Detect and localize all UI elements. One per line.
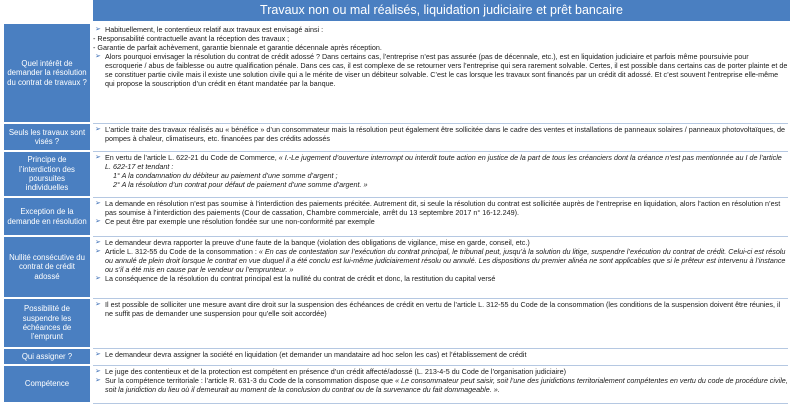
line-text: Ce peut être par exemple une résolution fondée sur une non-conformité par exemple xyxy=(105,217,375,226)
line-text: Habituellement, le contentieux relatif aux travaux est envisagé ainsi : xyxy=(105,25,324,34)
arrow-bullet-icon: ➢ xyxy=(95,26,101,33)
line-text: Le demandeur devra assigner la société en liquidation (et demander un mandataire ad hoc selon les cas) et l’établissement de crédit xyxy=(105,350,527,359)
table-row xyxy=(0,349,790,364)
row-content xyxy=(93,299,788,347)
arrow-bullet-icon: ➢ xyxy=(95,218,101,225)
content-line xyxy=(93,274,788,283)
row-label: Principe de l’interdiction des poursuites individuelles xyxy=(4,152,90,196)
line-quote: 2° A la résolution d’un contrat pour défaut de paiement d’une somme d’argent. » xyxy=(113,180,368,189)
content-line xyxy=(93,171,788,180)
content-line xyxy=(93,199,788,217)
page-title: Travaux non ou mal réalisés, liquidation judiciaire et prêt bancaire xyxy=(93,0,790,21)
line-quote: 1° A la condamnation du débiteur au paiement d’une somme d’argent ; xyxy=(113,171,338,180)
row-label: Exception de la demande en résolution xyxy=(4,198,90,235)
row-content xyxy=(93,366,788,402)
line-text: Article L. 312-55 du Code de la consommation : xyxy=(105,247,259,256)
arrow-bullet-icon: ➢ xyxy=(95,248,101,255)
arrow-bullet-icon: ➢ xyxy=(95,126,101,133)
row-label: Compétence xyxy=(4,366,90,402)
line-text: En vertu de l’article L. 622-21 du Code de Commerce, xyxy=(105,153,279,162)
line-text: La demande en résolution n’est pas soumise à l’interdiction des paiements précitée. Autrement dit, si seule la résolution du contrat est sollicitée auprès de l’entreprise en liquidation, alors l’action en résolution n’est pas soumise à l’interdiction des paiements (Cour de cassation, Chambre commerciale, arrêt du 13 septembre 2017 n° 16-12.249). xyxy=(105,199,781,217)
line-text: Le demandeur devra rapporter la preuve d’une faute de la banque (violation des obligations de vigilance, mise en garde, conseil, etc.) xyxy=(105,238,530,247)
row-label: Qui assigner ? xyxy=(4,349,90,364)
arrow-bullet-icon: ➢ xyxy=(95,275,101,282)
table-row xyxy=(0,124,790,150)
row-content xyxy=(93,24,788,122)
row-content xyxy=(93,349,788,364)
row-content xyxy=(93,124,788,150)
row-label: Nullité consécutive du contrat de crédit adossé xyxy=(4,237,90,297)
content-line xyxy=(93,300,788,318)
line-text: La conséquence de la résolution du contrat principal est la nullité du contrat de crédit et donc, la restitution du capital versé xyxy=(105,274,496,283)
arrow-bullet-icon: ➢ xyxy=(95,154,101,161)
line-text: Il est possible de solliciter une mesure avant dire droit sur la suspension des échéances de crédit en vertu de l’article L. 312-55 du Code de la consommation (les conditions de la suspension doivent être réunies, il ne suffit pas de demander une suspension pour qu’elle soit accordée) xyxy=(105,300,781,318)
content-line xyxy=(93,25,788,34)
table-row xyxy=(0,152,790,196)
row-content xyxy=(93,237,788,297)
table-row xyxy=(0,237,790,297)
content-line xyxy=(93,43,788,52)
table-row xyxy=(0,299,790,347)
row-content xyxy=(93,152,788,196)
row-content xyxy=(93,198,788,235)
content-line xyxy=(93,247,788,274)
content-line xyxy=(93,376,788,394)
table-row xyxy=(0,24,790,122)
arrow-bullet-icon: ➢ xyxy=(95,351,101,358)
arrow-bullet-icon: ➢ xyxy=(95,239,101,246)
line-text: Sur la compétence territoriale : l’article R. 631-3 du Code de la consommation dispose que xyxy=(105,376,396,385)
row-label: Possibilité de suspendre les échéances de l’emprunt xyxy=(4,299,90,347)
row-label: Quel intérêt de demander la résolution du contrat de travaux ? xyxy=(4,24,90,122)
line-text: L’article traite des travaux réalisés au « bénéfice » d’un consommateur mais la résolution peut également être sollicitée dans le cadre des ventes et installations de panneaux solaires / panneaux photovoltaïques, de pompes à chaleur, climatiseurs, etc. financées par des crédits adossés xyxy=(105,125,786,143)
content-line xyxy=(93,180,788,189)
table-row xyxy=(0,366,790,402)
row-label: Seuls les travaux sont visés ? xyxy=(4,124,90,150)
arrow-bullet-icon: ➢ xyxy=(95,200,101,207)
content-line xyxy=(93,52,788,88)
content-line xyxy=(93,153,788,171)
content-line xyxy=(93,34,788,43)
content-line xyxy=(93,350,788,359)
arrow-bullet-icon: ➢ xyxy=(95,368,101,375)
line-text: - Responsabilité contractuelle avant la réception des travaux ; xyxy=(93,34,290,43)
line-text: - Garantie de parfait achèvement, garantie biennale et garantie décennale après réception. xyxy=(93,43,382,52)
arrow-bullet-icon: ➢ xyxy=(95,301,101,308)
line-quote: « En cas de contestation sur l’exécution du contrat principal, le tribunal peut, jusqu’à la solution du litige, suspendre l’exécution du contrat de crédit. Celui-ci est résolu ou annulé de plein droit lorsque le contrat en vue duquel il a été conclu est lui-même judiciairement résolu ou annulé. Les dispositions du premier alinéa ne sont applicables que si le prêteur est intervenu à l’instance ou s’il a été mis en cause par le vendeur ou l’emprunteur. » xyxy=(105,247,786,274)
arrow-bullet-icon: ➢ xyxy=(95,53,101,60)
line-quote: « Le consommateur peut saisir, soit l’une des juridictions territorialement compétentes en vertu du code de procédure civile, soit la juridiction du lieu où il demeurait au moment de la conclusion du contrat ou de la survenance du fait dommageable. ». xyxy=(105,376,788,394)
line-text: Alors pourquoi envisager la résolution du contrat de crédit adossé ? Dans certains cas, l’entreprise n’est pas assurée (pas de décennale, etc.), est en liquidation judiciaire et parfois même poursuivie pour escroquerie / abus de faiblesse ou autre qualification pénale. Dans ces cas, il est complexe de se retourner vers l’entreprise qui sera rarement solvable. Certes, il est possible dans certains cas de porter plainte et de se constituer partie civile mais il existe une solution civile qui a le mérite de viser un débiteur solvable. C’est le cas lorsque les travaux sont financés par un crédit dit adossé. Et c’est souvent l’entreprise elle-même qui propose la souscription d’un crédit en étant mandatée par la banque. xyxy=(105,52,788,88)
content-line xyxy=(93,238,788,247)
arrow-bullet-icon: ➢ xyxy=(95,377,101,384)
line-quote: « I.-Le jugement d’ouverture interrompt ou interdit toute action en justice de la part de tous les créanciers dont la créance n’est pas mentionnée au I de l’article L. 622-17 et tendant : xyxy=(105,153,782,171)
content-line xyxy=(93,367,788,376)
content-line xyxy=(93,125,788,143)
table-row xyxy=(0,198,790,235)
content-line xyxy=(93,217,788,226)
line-text: Le juge des contentieux et de la protection est compétent en présence d’un crédit affecté/adossé (L. 213-4-5 du Code de l’organisation judiciaire) xyxy=(105,367,566,376)
